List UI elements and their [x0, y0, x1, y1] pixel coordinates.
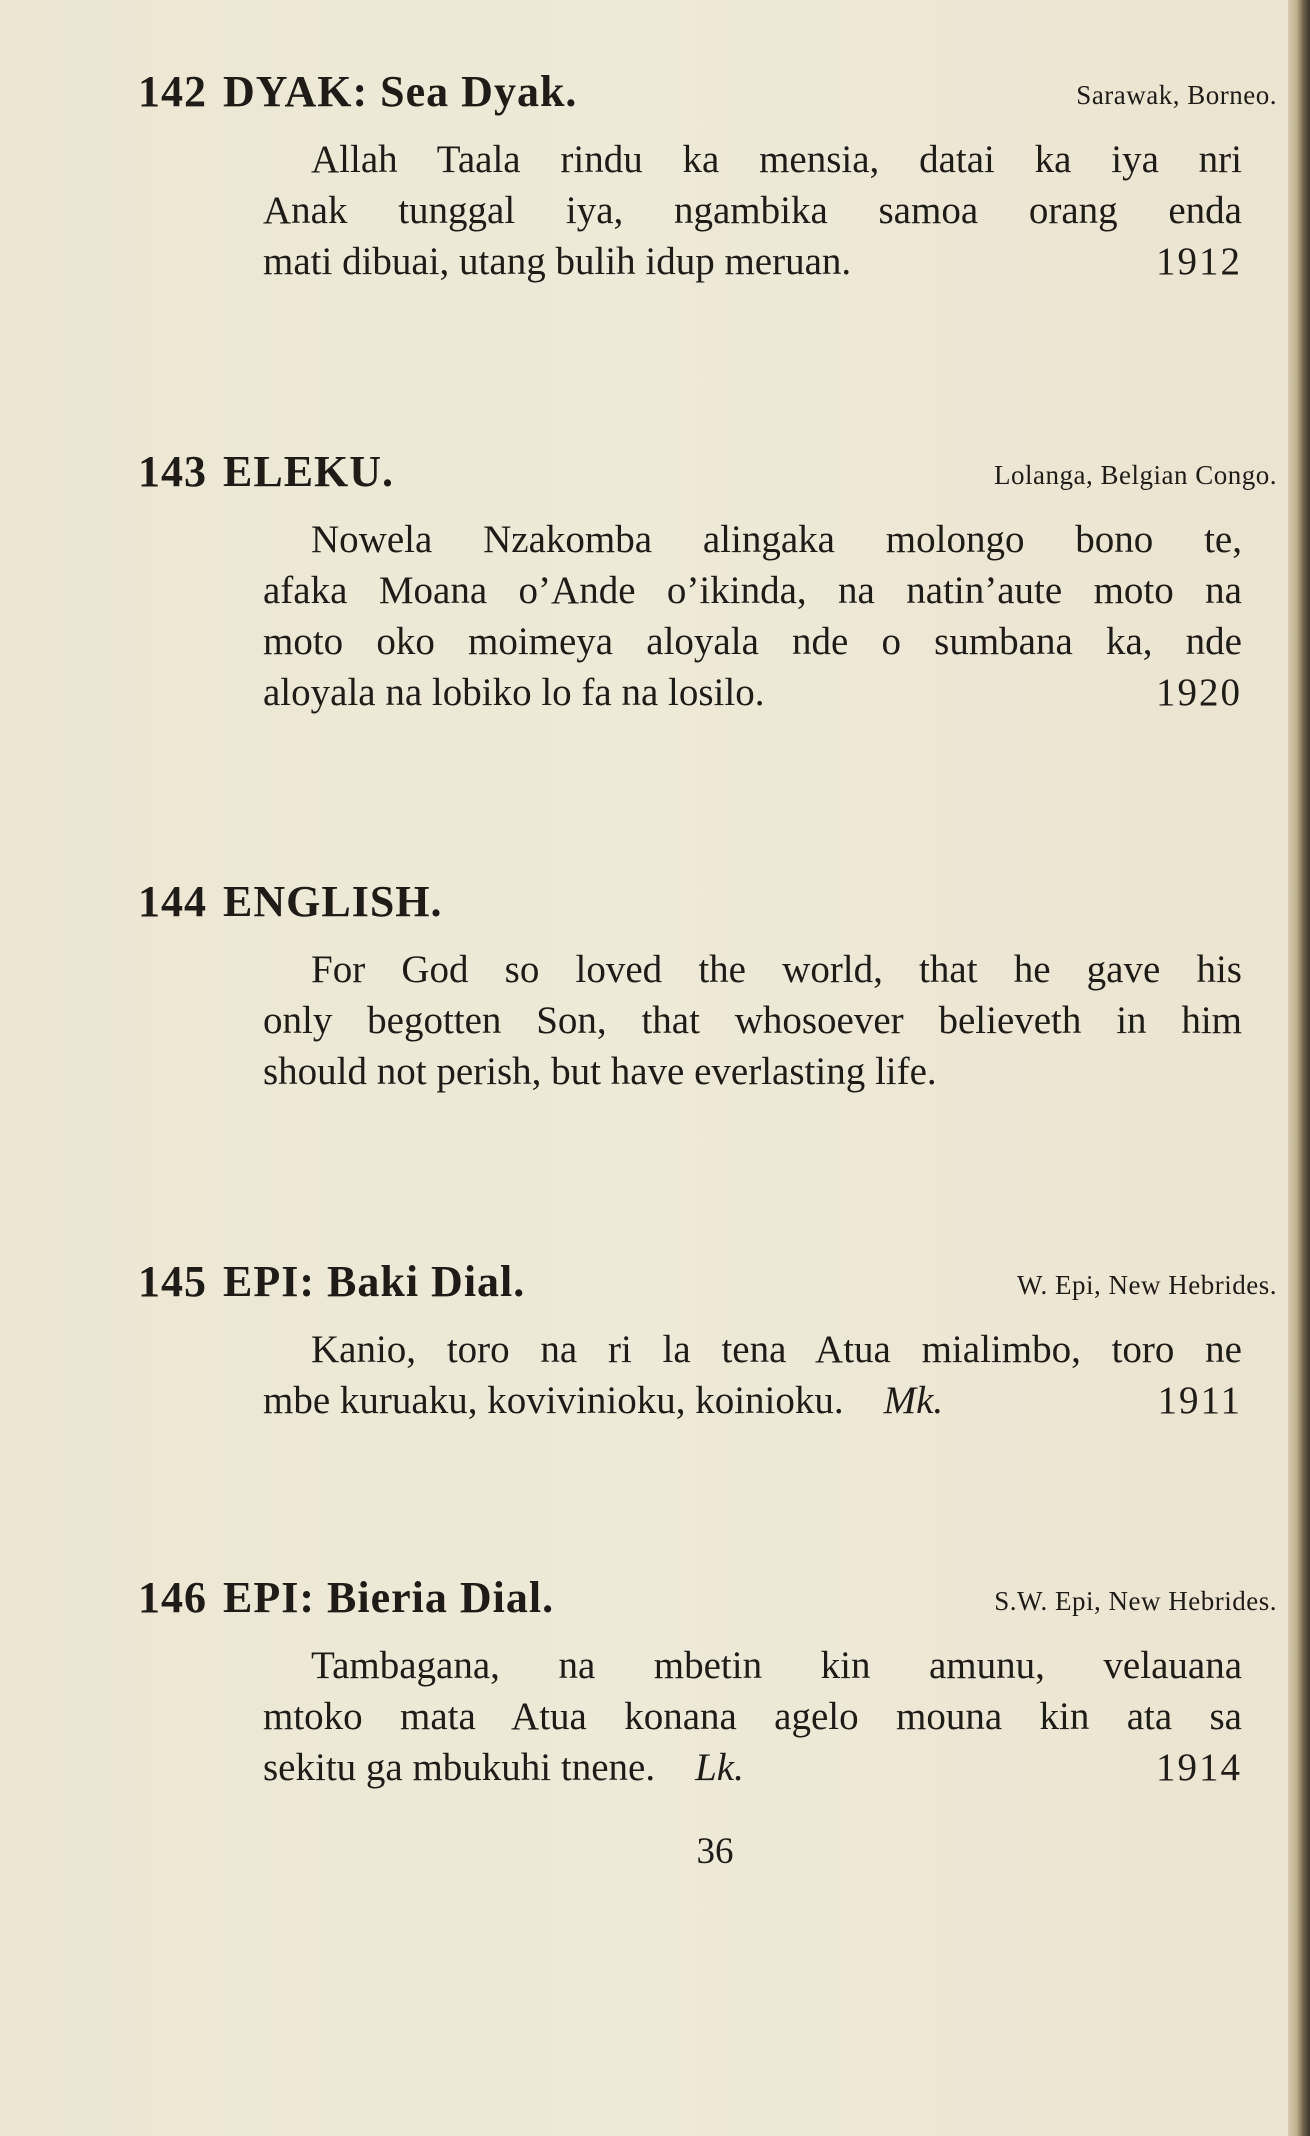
book-reference: Mk. — [883, 1379, 944, 1422]
verse-line: Tambagana, na mbetin kin amunu, velauana — [311, 1644, 1242, 1687]
entry-heading — [138, 66, 577, 117]
page-number: 36 — [696, 1831, 734, 1872]
entry-number: 142 — [138, 67, 207, 116]
verse-line-text: mbe kuruaku, kovivinioku, koinioku. — [263, 1379, 844, 1422]
verse-line: mtoko mata Atua konana agelo mouna kin ata sa — [263, 1695, 1242, 1738]
entry-location: W. Epi, New Hebrides. — [1017, 1270, 1277, 1300]
verse-line-last — [263, 236, 1242, 287]
verse-line: moto oko moimeya aloyala nde o sumbana ka, nde — [263, 620, 1242, 663]
entry-number: 144 — [138, 877, 207, 926]
verse-line: Kanio, toro na ri la tena Atua mialimbo, toro ne — [311, 1328, 1242, 1371]
entry-number: 146 — [138, 1573, 207, 1622]
verse-line: For God so loved the world, that he gave his — [311, 948, 1242, 991]
entry-location: Sarawak, Borneo. — [1076, 80, 1277, 110]
year: 1912 — [1156, 240, 1242, 283]
verse-line-text: sekitu ga mbukuhi tnene. — [263, 1746, 656, 1789]
language-name: EPI: Bieria Dial. — [223, 1573, 555, 1622]
verse-line: Anak tunggal iya, ngambika samoa orang enda — [263, 189, 1242, 232]
entry-number: 145 — [138, 1257, 207, 1306]
verse-line-text: mati dibuai, utang bulih idup meruan. — [263, 240, 852, 283]
verse-text — [263, 1640, 1242, 1793]
language-name: EPI: Baki Dial. — [223, 1257, 526, 1306]
verse-line: Allah Taala rindu ka mensia, datai ka iya nri — [311, 138, 1242, 181]
verse-text — [263, 134, 1242, 287]
entry-heading — [138, 1572, 554, 1623]
entry-location: S.W. Epi, New Hebrides. — [994, 1586, 1277, 1616]
verse-line: only begotten Son, that whosoever believeth in him — [263, 999, 1242, 1042]
entry-heading — [138, 1256, 525, 1307]
language-name: ENGLISH. — [223, 877, 443, 926]
verse-line-text: aloyala na lobiko lo fa na losilo. — [263, 671, 765, 714]
verse-text — [263, 514, 1242, 718]
entry-heading — [138, 446, 394, 497]
entry-heading — [138, 876, 443, 927]
year: 1914 — [1156, 1746, 1242, 1789]
verse-line-last — [263, 1046, 1242, 1097]
verse-line: afaka Moana o’Ande o’ikinda, na natin’aute moto na — [263, 569, 1242, 612]
entry-number: 143 — [138, 447, 207, 496]
verse-line-last — [263, 667, 1242, 718]
verse-text — [263, 944, 1242, 1097]
book-reference: Lk. — [695, 1746, 744, 1789]
year: 1920 — [1156, 671, 1242, 714]
year: 1911 — [1157, 1379, 1242, 1422]
verse-line: Nowela Nzakomba alingaka molongo bono te, — [311, 518, 1242, 561]
page-edge — [1288, 0, 1310, 2136]
verse-text — [263, 1324, 1242, 1426]
language-name: DYAK: Sea Dyak. — [223, 67, 578, 116]
verse-line-text: should not perish, but have everlasting life. — [263, 1050, 937, 1093]
entry-location: Lolanga, Belgian Congo. — [994, 460, 1277, 490]
language-name: ELEKU. — [223, 447, 395, 496]
verse-line-last — [263, 1375, 1242, 1426]
verse-line-last — [263, 1742, 1242, 1793]
